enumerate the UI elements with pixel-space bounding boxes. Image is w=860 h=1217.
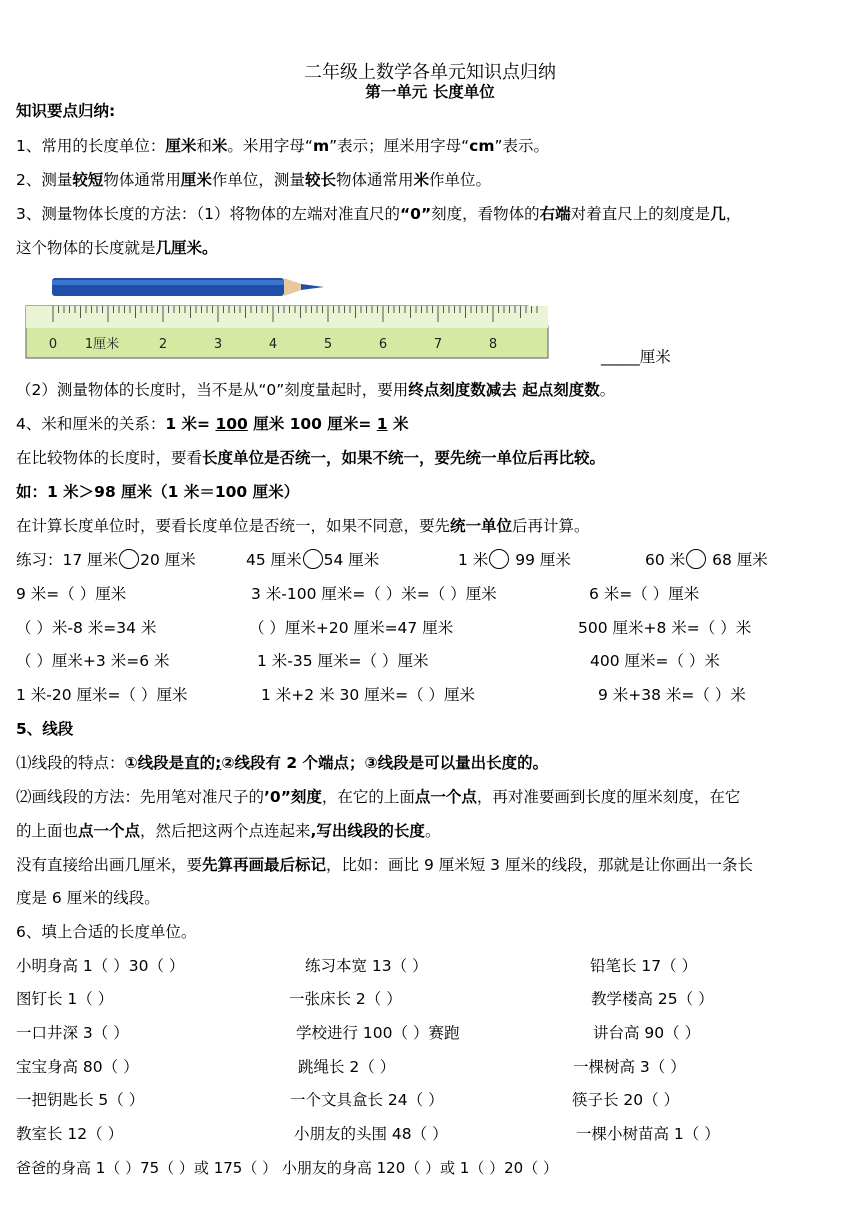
fill-item: 一棵小树苗高 1（ ）	[576, 1125, 720, 1143]
calc-item: 9 米=（ ）厘米	[16, 585, 127, 603]
heading: 知识要点归纳:	[16, 102, 116, 120]
ruler-tick-label: 5	[323, 337, 333, 352]
calc-item: （ ）厘米+3 米=6 米	[16, 652, 170, 670]
page-subtitle: 第一单元 长度单位	[365, 83, 495, 101]
fill-item: 一口井深 3（ ）	[16, 1024, 129, 1042]
ruler-tick-label: 2	[158, 337, 168, 352]
calc-item: （ ）厘米+20 厘米=47 厘米	[249, 619, 454, 637]
fill-item: 筷子长 20（ ）	[572, 1091, 680, 1109]
para-3b: 这个物体的长度就是几厘米。	[16, 239, 218, 257]
fill-item: 练习本宽 13（ ）	[305, 957, 428, 975]
fill-item: 跳绳长 2（ ）	[298, 1058, 396, 1076]
compare-circle[interactable]	[303, 549, 323, 569]
section-5-heading: 5、线段	[16, 720, 74, 738]
para-6: 在比较物体的长度时，要看长度单位是否统一，如果不统一，要先统一单位后再比较。	[16, 449, 606, 467]
fill-item: 铅笔长 17（ ）	[590, 957, 698, 975]
ruler-tick-label: 7	[433, 337, 443, 352]
calc-item: 1 米-20 厘米=（ ）厘米	[16, 686, 188, 704]
para-2: 2、测量较短物体通常用厘米作单位，测量较长物体通常用米作单位。	[16, 171, 491, 189]
para-4: （2）测量物体的长度时，当不是从“0”刻度量起时，要用终点刻度数减去 起点刻度数。	[16, 381, 616, 399]
fill-item: 一棵树高 3（ ）	[573, 1058, 686, 1076]
practice-item-3: 1 米 99 厘米	[458, 551, 571, 569]
calc-item: 1 米+2 米 30 厘米=（ ）厘米	[261, 686, 476, 704]
calc-item: 3 米-100 厘米=（ ）米=（ ）厘米	[251, 585, 497, 603]
ruler-tick-label: 1厘米	[84, 337, 120, 352]
calc-item: 500 厘米+8 米=（ ）米	[578, 619, 752, 637]
practice-item-4: 60 米 68 厘米	[645, 551, 768, 569]
calc-item: 1 米-35 厘米=（ ）厘米	[257, 652, 429, 670]
practice-item-2: 45 厘米 54 厘米	[246, 551, 380, 569]
fill-item: 一把钥匙长 5（ ）	[16, 1091, 145, 1109]
para-8: 在计算长度单位时，要看长度单位是否统一，如果不同意，要先统一单位后再计算。	[16, 517, 590, 535]
fill-item: 小朋友的头围 48（ ）	[294, 1125, 448, 1143]
para-11: 没有直接给出画几厘米，要先算再画最后标记，比如：画比 9 厘米短 3 厘米的线段，那就是让你画出一条长	[16, 856, 753, 874]
fill-item: 学校进行 100（ ）赛跑	[296, 1024, 460, 1042]
para-7: 如：1 米＞98 厘米（1 米＝100 厘米）	[16, 483, 300, 501]
compare-circle[interactable]	[686, 549, 706, 569]
compare-circle[interactable]	[119, 549, 139, 569]
ruler-tick-label: 3	[213, 337, 223, 352]
ruler-tick-label: 4	[268, 337, 278, 352]
para-11b: 度是 6 厘米的线段。	[16, 889, 160, 907]
calc-item: 6 米=（ ）厘米	[589, 585, 700, 603]
pencil-icon	[52, 278, 324, 296]
fill-last-row: 爸爸的身高 1（ ）75（ ）或 175（ ） 小朋友的身高 120（ ）或 1（ ）20（ ）	[16, 1159, 558, 1177]
practice-item-1: 练习：17 厘米 20 厘米	[16, 551, 196, 569]
ruler-illustration	[18, 272, 558, 364]
fill-item: 教室长 12（ ）	[16, 1125, 124, 1143]
calc-item: 400 厘米=（ ）米	[590, 652, 720, 670]
para-10: ⑵画线段的方法：先用笔对准尺子的’0”刻度，在它的上面点一个点，再对准要画到长度的厘米刻度，在它	[16, 788, 741, 806]
ruler-tick-label: 6	[378, 337, 388, 352]
fill-item: 宝宝身高 80（ ）	[16, 1058, 139, 1076]
calc-item: （ ）米-8 米=34 米	[16, 619, 157, 637]
fill-item: 小明身高 1（ ）30（ ）	[16, 957, 185, 975]
compare-circle[interactable]	[489, 549, 509, 569]
para-5: 4、米和厘米的关系：1 米= 100 厘米 100 厘米= 1 米	[16, 415, 409, 433]
page-title: 二年级上数学各单元知识点归纳	[304, 62, 556, 83]
ruler-tick-label: 0	[48, 337, 58, 352]
para-1: 1、常用的长度单位：厘米和米。米用字母“m”表示；厘米用字母“cm”表示。	[16, 137, 550, 155]
fill-item: 一个文具盒长 24（ ）	[290, 1091, 444, 1109]
para-10b: 的上面也点一个点，然后把这两个点连起来,写出线段的长度。	[16, 822, 441, 840]
fill-item: 一张床长 2（ ）	[289, 990, 402, 1008]
ruler-tick-label: 8	[488, 337, 498, 352]
calc-item: 9 米+38 米=（ ）米	[598, 686, 746, 704]
fill-item: 教学楼高 25（ ）	[591, 990, 714, 1008]
fill-item: 讲台高 90（ ）	[593, 1024, 701, 1042]
section-6-heading: 6、填上合适的长度单位。	[16, 923, 197, 941]
para-3: 3、测量物体长度的方法：（1）将物体的左端对准直尺的“0”刻度，看物体的右端对着直尺上的刻度是几，	[16, 205, 742, 223]
fill-item: 图钉长 1（ ）	[16, 990, 114, 1008]
ruler-answer-blank[interactable]: _____厘米	[601, 348, 671, 366]
para-9: ⑴线段的特点：①线段是直的;②线段有 2 个端点；③线段是可以量出长度的。	[16, 754, 549, 772]
